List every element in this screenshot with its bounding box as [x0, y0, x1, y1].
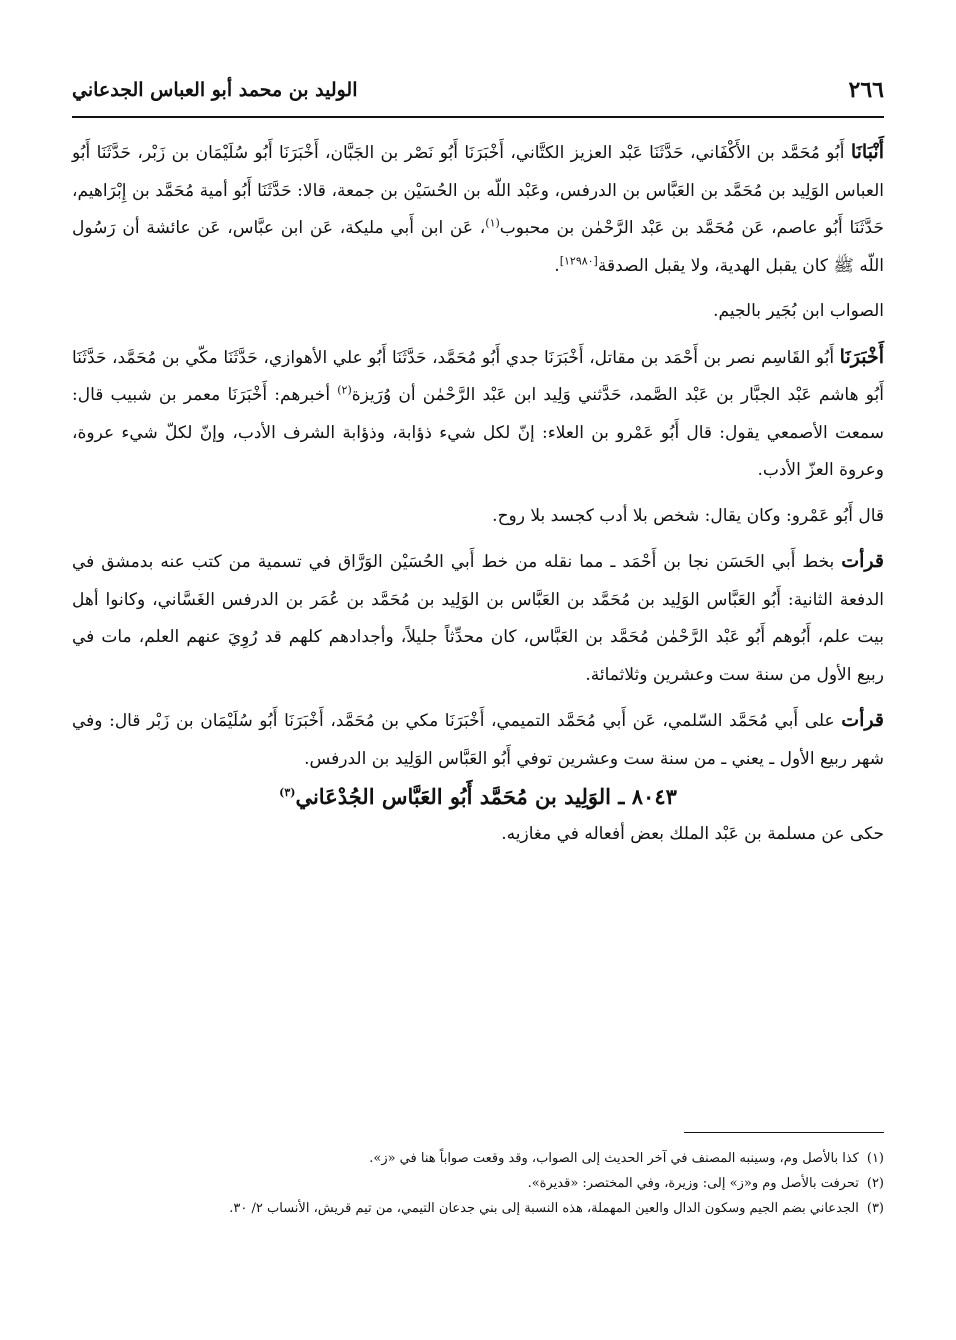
paragraph-5	[72, 543, 884, 694]
page-number: ٢٦٦	[848, 77, 884, 103]
footnote-1	[72, 1146, 884, 1171]
footnotes	[72, 1146, 884, 1221]
paragraph-text: على أَبي مُحَمَّد السّلمي، عَن أَبي مُحَمَّد التميمي، أَخْبَرَنَا مكي بن مُحَمَّد، أَخْبَرَنَا أَبُو سُلَيْمَان بن زَبْر قال: وفي شهر ربيع الأول ـ يعني ـ من سنة ست وعشرين توفي أَبُو العَبَّاس الوَلِيد بن الدرفس.	[72, 711, 884, 769]
footnote-3	[72, 1196, 884, 1221]
footnote-2	[72, 1171, 884, 1196]
running-title: الوليد بن محمد أبو العباس الجدعاني	[72, 79, 358, 101]
paragraph-text: أَبُو مُحَمَّد بن الأَكْفَاني، حَدَّثَنَا عَبْد العزيز الكتَّاني، أَخْبَرَنَا أَبُو نَصْر بن الجَبَّان، أَخْبَرَنَا أَبُو سُلَيْمَان بن زَبْر، حَدَّثَنَا أَبُو العباس الوَلِيد بن مُحَمَّد بن العَبَّاس بن الدرفس، وعَبْد اللّه بن الحُسَيْن بن جمعة، قالا: حَدَّثَنَا أَبُو أمية مُحَمَّد بن إِبْرَاهيم، حَدَّثَنَا أَبُو عاصم، عَن مُحَمَّد بن عَبْد الرَّحْمٰن بن محبوب	[72, 143, 884, 238]
footnote-text: الجدعاني بضم الجيم وسكون الدال والعين المهملة، هذه النسبة إلى بني جدعان التيمي، من تيم قريش، الأنساب ٢/ ٣٠.	[229, 1201, 859, 1216]
paragraph-text: بخط أَبي الحَسَن نجا بن أَحْمَد ـ مما نقله من خط أَبي الحُسَيْن الوَرَّاق في تسمية من كتب عنه بدمشق في الدفعة الثانية: أَبُو العَبَّاس الوَلِيد بن مُحَمَّد بن العَبَّاس بن الوَلِيد بن مُحَمَّد بن عُمَر بن الدرفس الغَسَّاني، وكانوا أهل بيت علم، أَبُوهم أَبُو عَبْد الرَّحْمٰن مُحَمَّد بن العَبَّاس، كان محدِّثاً جليلاً، وأجدادهم كلهم قد رُوِيَ عنهم العلم، مات في ربيع الأول من سنة ست وعشرين وثلاثمائة.	[72, 552, 884, 685]
paragraph-end: .	[554, 255, 560, 276]
paragraph-text: الصواب ابن بُجَير بالجيم.	[713, 301, 884, 321]
paragraph-lead: أَخْبَرَنَا	[839, 345, 884, 368]
footnote-number: (١)	[866, 1151, 884, 1166]
paragraph-4	[72, 498, 884, 536]
paragraph-2	[72, 293, 884, 331]
entry-heading	[72, 778, 884, 816]
paragraph-text: أَبُو القَاسِم نصر بن أَحْمَد بن مقاتل، أَخْبَرَنَا جدي أَبُو مُحَمَّد، حَدَّثَنَا أَبُو علي الأهوازي، حَدَّثَنَا مكّي بن مُحَمَّد، حَدَّثَنَا أَبُو هاشم عَبْد الجبَّار بن عَبْد الصَّمد، حَدَّثني وَلِيد ابن عَبْد الرَّحْمٰن أن وُرَيزة	[72, 347, 884, 405]
footnote-number: (٢)	[866, 1176, 884, 1191]
entry-title: ٨٠٤٣ ـ الوَلِيد بن مُحَمَّد أَبُو العَبَّاس الجُدْعَاني	[295, 784, 677, 809]
paragraph-3	[72, 339, 884, 490]
page-header	[72, 70, 884, 110]
paragraph-1	[72, 134, 884, 285]
footnote-ref-1: (١)	[485, 216, 500, 230]
paragraph-text: قال أَبُو عَمْرو: وكان يقال: شخص بلا أدب كجسد بلا روح.	[492, 505, 884, 526]
paragraph-text-continued: أخبرهم: أَخْبَرَنَا معمر بن شبيب قال: سمعت الأصمعي يقول: قال أَبُو عَمْرو بن العلاء: إنّ لكل شيء ذؤابة، وذؤابة الشرف الأدب، وإنّ لكلّ شيء عروة، وعروة العزّ الأدب.	[72, 385, 884, 480]
footnote-rule	[684, 1132, 884, 1133]
paragraph-text: حكى عن مسلمة بن عَبْد الملك بعض أفعاله في مغازيه.	[501, 823, 884, 844]
hadith-number: [١٢٩٨٠]	[559, 253, 598, 267]
main-text	[72, 134, 884, 853]
paragraph-6	[72, 702, 884, 778]
footnote-ref-2: (٢)	[337, 383, 352, 397]
paragraph-lead: قرأت	[841, 550, 884, 572]
footnote-text: تحرفت بالأصل وم و«ز» إلى: وزيرة، وفي المختصر: «قديرة».	[527, 1176, 859, 1191]
paragraph-lead: قرأت	[841, 709, 884, 731]
footnote-ref-3: (٣)	[279, 786, 296, 799]
footnote-text: كذا بالأصل وم، وسينبه المصنف في آخر الحديث إلى الصواب، وقد وقعت صواباً هنا في «ز».	[369, 1151, 859, 1166]
header-rule	[72, 116, 884, 118]
paragraph-text-continued: ، عَن ابن أَبي مليكة، عَن ابن عبَّاس، عَن عائشة أن رَسُول اللّه ﷺ كان يقبل الهدية، ولا يقبل الصدقة	[72, 218, 884, 276]
footnote-number: (٣)	[866, 1201, 884, 1216]
paragraph-lead: أَنْبَانَا	[850, 141, 884, 163]
entry-text	[72, 816, 884, 854]
